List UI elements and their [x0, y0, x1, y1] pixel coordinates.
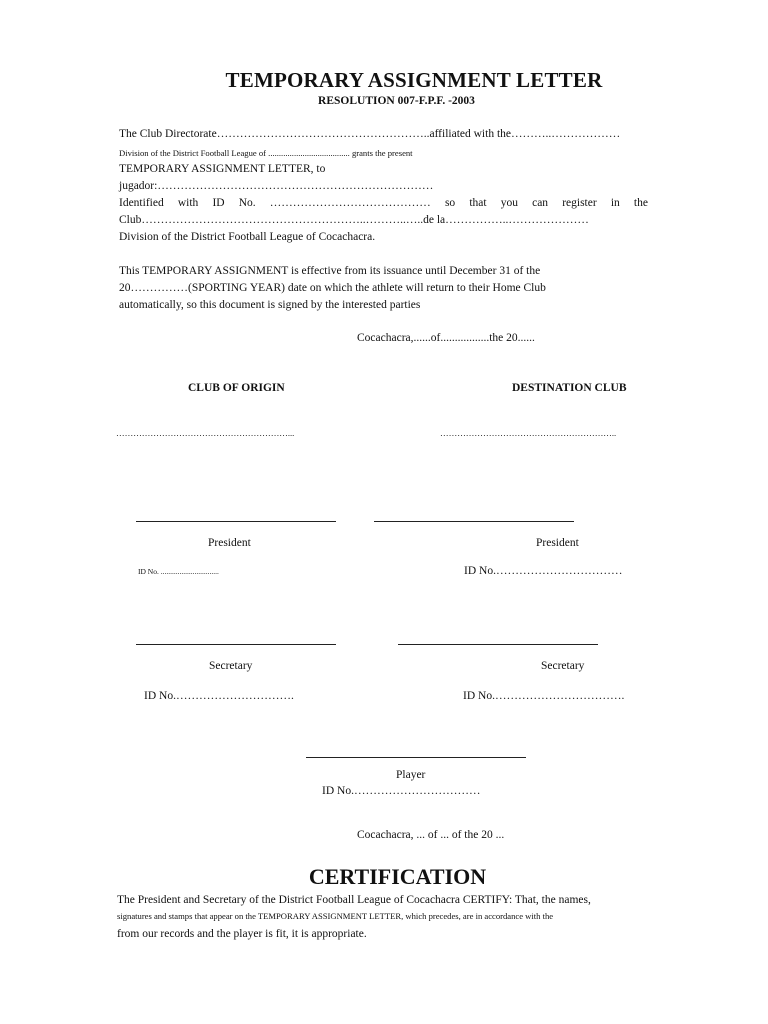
origin-president-id: ID No. ............................... [138, 567, 219, 576]
club-line: Club…………………………………………………..………..…..de la……………..………………… [119, 214, 589, 226]
club-directorate-line: The Club Directorate………………………………………………..affiliated with the………..……………… [119, 128, 621, 140]
destination-president-label: President [536, 537, 579, 549]
resolution-number: RESOLUTION 007-F.P.F. -2003 [318, 95, 475, 107]
destination-secretary-id: ID No.……………………………. [463, 690, 625, 702]
destination-club-name-field: …………………………………………………….. [440, 428, 617, 438]
origin-club-name-field: ……………………………………………………... [116, 428, 295, 438]
certification-line-2: signatures and stamps that appear on the TEMPORARY ASSIGNMENT LETTER, which precedes, are in accordance with the [117, 911, 554, 921]
sporting-year-line: 20……………(SPORTING YEAR) date on which the athlete will return to their Home Club [119, 282, 546, 294]
destination-secretary-signature-line [398, 644, 598, 645]
origin-secretary-label: Secretary [209, 660, 253, 672]
certification-line-1: The President and Secretary of the District Football League of Cocachacra CERTIFY: That, the names, [117, 894, 591, 906]
division-line: Division of the District Football League of ...................................... grants the present [119, 148, 413, 158]
player-id: ID No.…………………………… [322, 785, 481, 797]
place-date-second-line: Cocachacra, ... of ... of the 20 ... [357, 829, 505, 841]
player-label: Player [396, 769, 426, 781]
destination-secretary-label: Secretary [541, 660, 585, 672]
place-date-line: Cocachacra,......of.................the 20...... [357, 332, 535, 344]
identified-line: Identified with ID No. …………………………………… so that you can register in the [119, 197, 648, 209]
origin-president-signature-line [136, 521, 336, 522]
destination-president-id: ID No.…………………………… [464, 565, 623, 577]
certification-line-3: from our records and the player is fit, it is appropriate. [117, 928, 367, 940]
division-cocachacra-line: Division of the District Football League of Cocachacra. [119, 231, 376, 243]
signed-line: automatically, so this document is signed by the interested parties [119, 299, 421, 311]
origin-secretary-id: ID No.…………………………. [144, 690, 294, 702]
effective-line: This TEMPORARY ASSIGNMENT is effective from its issuance until December 31 of the [119, 265, 541, 277]
document-title: TEMPORARY ASSIGNMENT LETTER [225, 68, 603, 92]
assignment-letter-to-line: TEMPORARY ASSIGNMENT LETTER, to [119, 163, 326, 175]
origin-president-label: President [208, 537, 251, 549]
club-of-origin-heading: CLUB OF ORIGIN [188, 382, 285, 394]
certification-title: CERTIFICATION [308, 864, 487, 889]
destination-club-heading: DESTINATION CLUB [512, 382, 627, 394]
player-signature-line [306, 757, 526, 758]
origin-secretary-signature-line [136, 644, 336, 645]
destination-president-signature-line [374, 521, 574, 522]
player-line: jugador:……………………………………………………………… [119, 180, 434, 192]
